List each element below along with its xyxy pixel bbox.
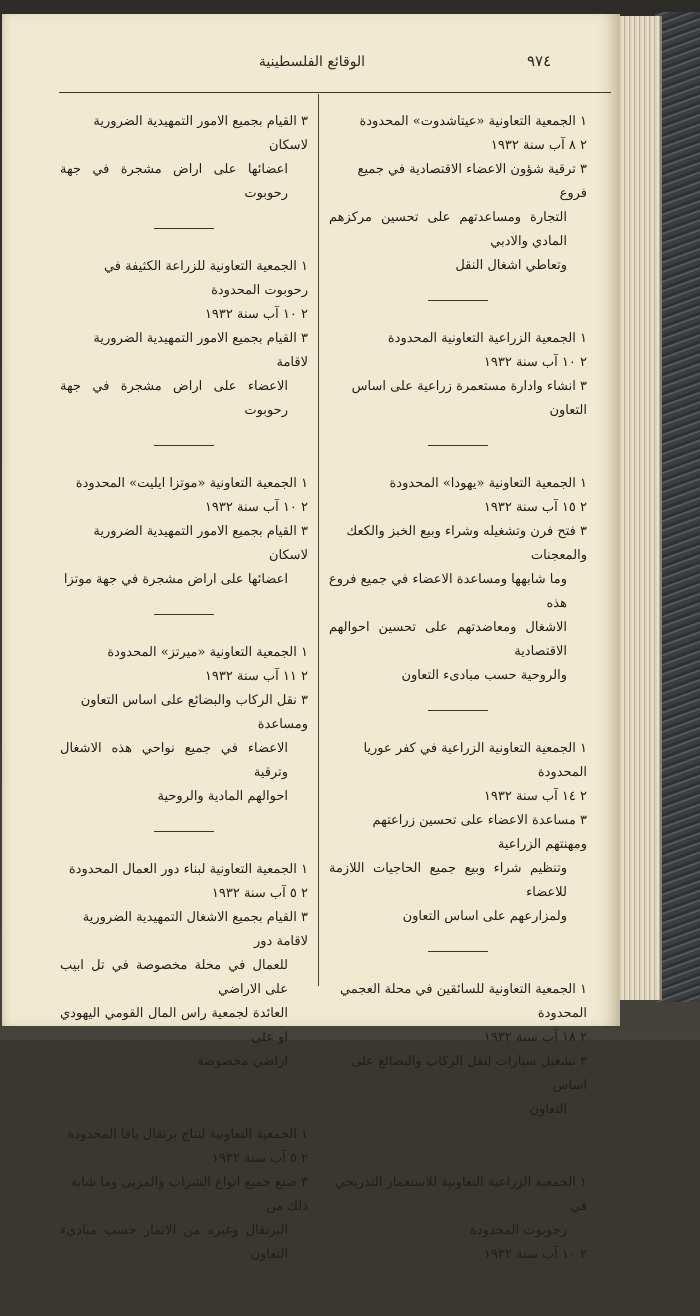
society-entry bbox=[60, 110, 308, 206]
society-name: ١ الجمعية التعاونية «موتزا ايليت» المحدودة bbox=[75, 476, 308, 491]
registration-date: ٢ ١٥ آب سنة ١٩٣٢ bbox=[483, 500, 587, 515]
entry-separator bbox=[428, 951, 488, 952]
society-purpose-line: وتنظيم شراء وبيع جميع الحاجيات اللازمة للاعضاء bbox=[329, 861, 567, 900]
page-number: ٩٧٤ bbox=[527, 52, 552, 70]
entry-separator bbox=[154, 831, 214, 832]
society-purpose-line: ٣ صنع جميع انواع الشراب والمربى وما شابه ذلك من bbox=[70, 1175, 308, 1214]
society-purpose-line: ٣ القيام بجميع الامور التمهيدية الضرورية لاقامة bbox=[93, 331, 308, 370]
left-column bbox=[60, 110, 308, 1316]
society-purpose-line: اعضائها على اراض مشجرة في جهة موتزا bbox=[63, 572, 288, 587]
society-purpose-line: احوالهم المادية والروحية bbox=[157, 789, 288, 804]
society-purpose-line: التجارة ومساعدتهم على تحسين مركزهم المادي والادبي bbox=[329, 210, 567, 249]
registration-date: ٢ ٥ آب سنة ١٩٣٢ bbox=[211, 886, 308, 901]
society-entry bbox=[60, 858, 308, 1074]
society-entry bbox=[329, 1171, 587, 1267]
society-entry bbox=[60, 1123, 308, 1267]
society-name: ١ الجمعية التعاونية لبناء دور العمال المحدودة bbox=[68, 862, 308, 877]
society-name: ١ الجمعية التعاونية لنتاج برتقال يافا المحدودة bbox=[67, 1127, 308, 1142]
society-purpose-line: للعمال في محلة مخصوصة في تل ابيب على الاراضي bbox=[60, 958, 288, 997]
registration-date: ٢ ٥ آب سنة ١٩٣٢ bbox=[211, 1151, 308, 1166]
society-name: ١ الجمعية الزراعية التعاونية المحدودة bbox=[387, 331, 587, 346]
header-rule bbox=[59, 92, 611, 93]
society-purpose-line: وما شابهها ومساعدة الاعضاء في جميع فروع هذه bbox=[329, 572, 567, 611]
society-purpose-line: الاعضاء على اراض مشجرة في جهة رحوبوت bbox=[60, 379, 288, 418]
right-column bbox=[329, 110, 587, 1267]
society-purpose-line: ولمزارعهم على اساس التعاون bbox=[402, 909, 567, 924]
entry-separator bbox=[428, 710, 488, 711]
society-purpose-line: البرتقال وغيره من الاثمار حسب مبادىء التعاون bbox=[60, 1223, 288, 1262]
registration-date: ٢ ٨ آب سنة ١٩٣٢ bbox=[490, 138, 587, 153]
gazette-title: الوقائع الفلسطينية bbox=[258, 54, 366, 70]
society-entry bbox=[329, 472, 587, 688]
society-purpose-line: الاعضاء في جميع نواحي هذه الاشغال وترقية bbox=[60, 741, 288, 780]
registration-date: ٢ ١٨ آب سنة ١٩٣٢ bbox=[483, 1030, 587, 1045]
society-purpose-line: ٣ القيام بجميع الامور التمهيدية الضرورية لاسكان bbox=[93, 524, 308, 563]
society-purpose-line: وتعاطي اشغال النقل bbox=[455, 258, 567, 273]
entry-separator bbox=[154, 1289, 214, 1290]
registration-date: ٢ ١٠ آب سنة ١٩٣٢ bbox=[483, 355, 587, 370]
society-name-continued: رحوبوت المحدودة bbox=[470, 1223, 567, 1238]
society-purpose-line: اعضائها على اراض مشجرة في جهة رحوبوت bbox=[60, 162, 288, 201]
society-name: ١ الجمعية الزراعية التعاونية للاستعمار التدريجي في bbox=[334, 1175, 587, 1214]
society-entry bbox=[329, 327, 587, 423]
society-purpose-line: الاشغال ومعاضدتهم على تحسين احوالهم الاقتصادية bbox=[329, 620, 567, 659]
society-purpose-line: اراضي مخصوصة bbox=[197, 1054, 288, 1069]
entry-separator bbox=[154, 1096, 214, 1097]
society-name: ١ الجمعية التعاونية «عيتاشدوت» المحدودة bbox=[359, 114, 587, 129]
society-purpose-line: ٣ نقل الركاب والبضائع على اساس التعاون ومساعدة bbox=[80, 693, 308, 732]
registration-date: ٢ ١٠ آب سنة ١٩٣٢ bbox=[204, 500, 308, 515]
society-entry bbox=[60, 255, 308, 423]
entry-separator bbox=[428, 1144, 488, 1145]
society-entry bbox=[60, 472, 308, 592]
registration-date: ٢ ١٤ آب سنة ١٩٣٢ bbox=[483, 789, 587, 804]
society-name: ١ الجمعية التعاونية للسائقين في محلة العجمي المحدودة bbox=[339, 982, 587, 1021]
registration-date: ٢ ١٠ آب سنة ١٩٣٢ bbox=[483, 1247, 587, 1262]
society-purpose-line: ٣ مساعدة الاعضاء على تحسين زراعتهم ومهنتهم الزراعية bbox=[372, 813, 587, 852]
society-purpose-line: ٣ ترقية شؤون الاعضاء الاقتصادية في جميع فروع bbox=[357, 162, 587, 201]
column-divider bbox=[318, 94, 319, 986]
society-purpose-line: ٣ انشاء وادارة مستعمرة زراعية على اساس التعاون bbox=[351, 379, 587, 418]
entry-separator bbox=[154, 614, 214, 615]
registration-date: ٢ ١٠ آب سنة ١٩٣٢ bbox=[204, 307, 308, 322]
society-entry bbox=[60, 641, 308, 809]
society-name: ١ الجمعية التعاونية للزراعة الكثيفة في رحوبوت المحدودة bbox=[103, 259, 308, 298]
gazette-page bbox=[2, 14, 620, 1262]
society-purpose-line: والروحية حسب مبادىء التعاون bbox=[401, 668, 567, 683]
society-purpose-line: العائدة لجمعية راس المال القومي اليهودي او على bbox=[60, 1006, 288, 1045]
society-name: ١ الجمعية التعاونية الزراعية في كفر عوريا المحدودة bbox=[363, 741, 587, 780]
society-purpose-line: ٣ القيام بجميع الاشغال التمهيدية الضرورية لاقامة دور bbox=[82, 910, 308, 949]
entry-separator bbox=[428, 300, 488, 301]
registration-date: ٢ ١١ آب سنة ١٩٣٢ bbox=[204, 669, 308, 684]
society-purpose-line: ٣ تشغيل سيارات لنقل الركاب والبضائع على اساس bbox=[351, 1054, 587, 1093]
society-name: ١ الجمعية التعاونية «يهودا» المحدودة bbox=[389, 476, 587, 491]
entry-separator bbox=[154, 445, 214, 446]
society-name: ١ الجمعية التعاونية «ميرتز» المحدودة bbox=[107, 645, 308, 660]
society-entry bbox=[329, 737, 587, 929]
society-entry bbox=[329, 978, 587, 1122]
society-purpose-line: ٣ فتح فرن وتشغيله وشراء وبيع الخبز والكعك والمعجنات bbox=[346, 524, 587, 563]
society-purpose-line: التعاون bbox=[529, 1102, 567, 1117]
society-entry bbox=[329, 110, 587, 278]
entry-separator bbox=[428, 445, 488, 446]
society-purpose-line: ٣ القيام بجميع الامور التمهيدية الضرورية لاسكان bbox=[93, 114, 308, 153]
entry-separator bbox=[154, 228, 214, 229]
